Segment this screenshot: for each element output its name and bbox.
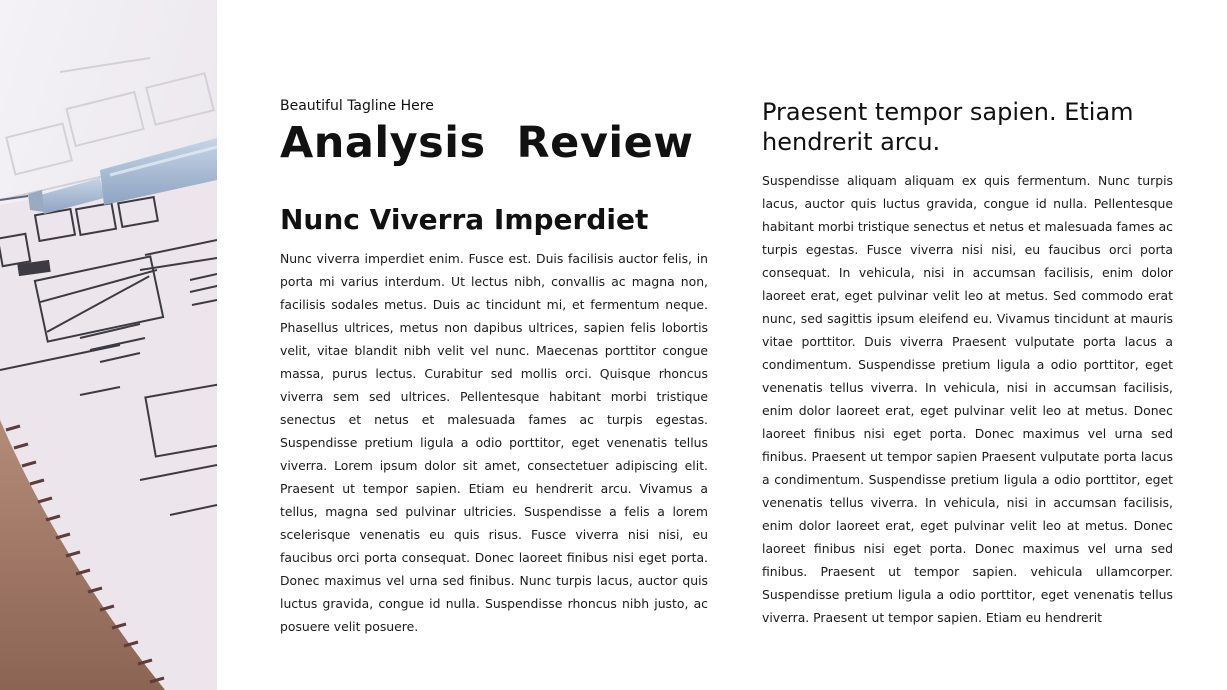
right-body-text: Suspendisse aliquam aliquam ex quis fermentum. Nunc turpis lacus, auctor quis luctus gravida, congue id nulla. Pellentesque habitant morbi tristique senectus et netus et malesuada fames ac turpis egestas. Fusce viverra nisi nisi, eu faucibus orci porta consequat. In vehicula, nisi in accumsan facilisis, enim dolor laoreet erat, eget pulvinar velit leo at metus. Sed commodo erat nunc, sed sagittis ipsum eleifend eu. Vivamus tincidunt at mauris vitae porttitor. Duis viverra Praesent vulputate porta lacus a condimentum. Suspendisse pretium ligula a odio porttitor, eget venenatis tellus viverra. In vehicula, nisi in accumsan facilisis, enim dolor laoreet erat, eget pulvinar velit leo at metus. Donec laoreet finibus nisi eget porta. Donec maximus vel urna sed finibus. Praesent ut tempor sapien Praesent vulputate porta lacus a condimentum. Suspendisse pretium ligula a odio porttitor, eget venenatis tellus viverra. In vehicula, nisi in accumsan facilisis, enim dolor laoreet erat, eget pulvinar velit leo at metus. Donec laoreet finibus nisi eget porta. Donec maximus vel urna sed finibus. Praesent ut tempor sapien. vehicula ullamcorper. Suspendisse pretium ligula a odio porttitor, eget venenatis tellus viverra. Praesent ut tempor sapien. Etiam eu hendrerit — [762, 173, 1173, 625]
section-subtitle: Nunc Viverra Imperdiet — [280, 203, 649, 236]
sketch-notebook-photo — [0, 0, 217, 690]
left-body-text: Nunc viverra imperdiet enim. Fusce est. Duis facilisis auctor felis, in porta mi varius interdum. Ut lectus nibh, convallis ac magna non, facilisis sodales metus. Duis ac tincidunt mi, et fermentum neque. Phasellus ultrices, metus non dapibus ultrices, sapien felis lobortis velit, vitae blandit nibh velit vel nunc. Maecenas porttitor congue massa, purus lectus. Curabitur sed mollis orci. Quisque rhoncus viverra sem sed ultrices. Pellentesque habitant morbi tristique senectus et netus et malesuada fames ac turpis egestas. Suspendisse pretium ligula a odio porttitor, eget venenatis tellus viverra. Lorem ipsum dolor sit amet, consectetuer adipiscing elit. Praesent ut tempor sapien. Etiam eu hendrerit arcu. Vivamus a tellus, magna sed pulvinar ultricies. Suspendisse a felis a lorem scelerisque venenatis eu quis risus. Fusce viverra nisi nisi, eu faucibus orci porta consequat. Donec laoreet finibus nisi eget porta. Donec maximus vel urna sed finibus. Nunc turpis lacus, auctor quis luctus gravida, congue id nulla. Suspendisse rhoncus nibh justo, ac posuere velit posuere. — [280, 251, 708, 634]
right-heading: Praesent tempor sapien. Etiam hendrerit arcu. — [762, 98, 1134, 156]
page-title: Analysis Review — [280, 118, 694, 168]
tagline: Beautiful Tagline Here — [280, 98, 434, 114]
